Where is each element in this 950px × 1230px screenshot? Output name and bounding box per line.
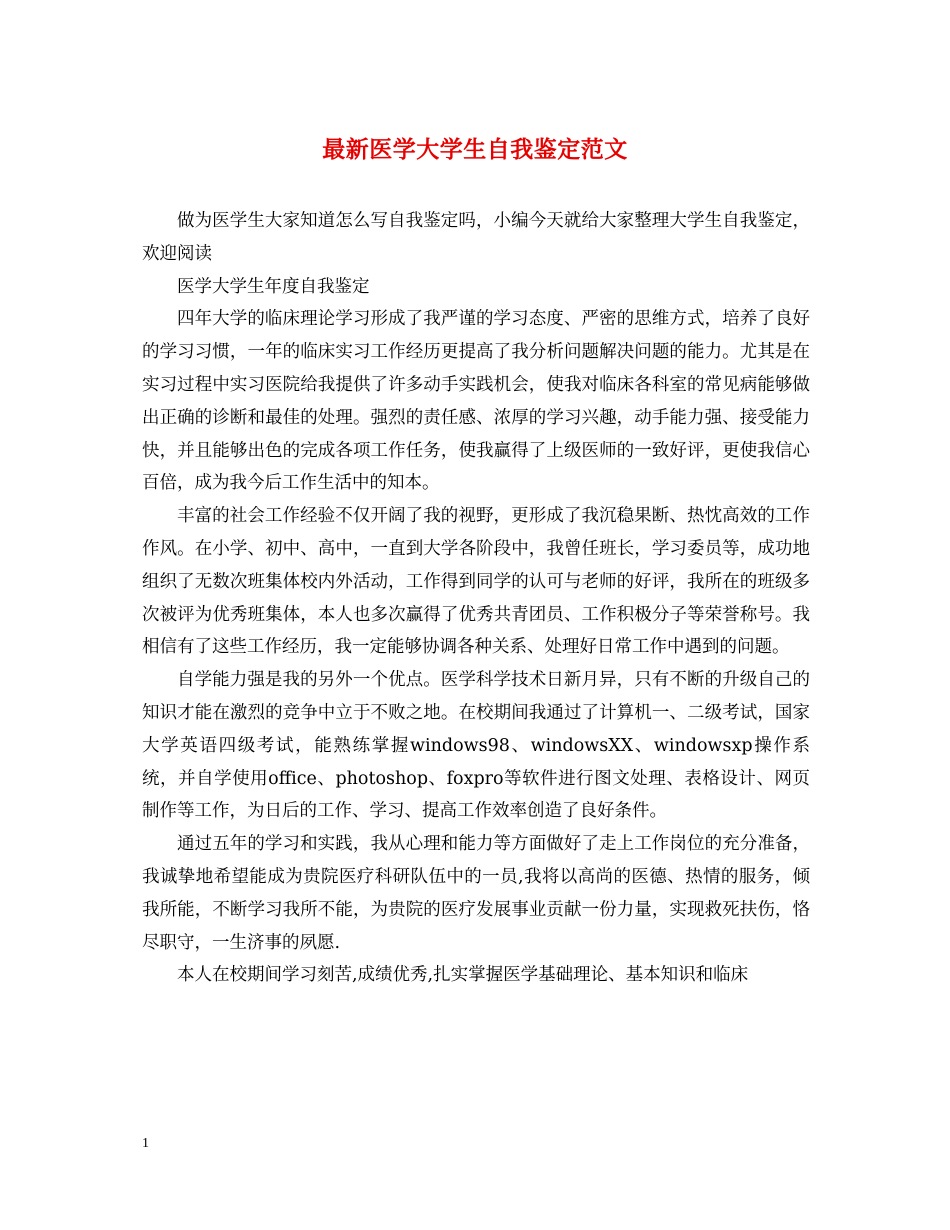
page-number: 1: [142, 1136, 149, 1151]
document-title: 最新医学大学生自我鉴定范文: [322, 136, 628, 163]
body-paragraph: 四年大学的临床理论学习形成了我严谨的学习态度、严密的思维方式，培养了良好的学习习惯，一年的临床实习工作经历更提高了我分析问题解决问题的能力。尤其是在实习过程中实习医院给我提供了许多动手实践机会，使我对临床各科室的常见病能够做出正确的诊断和最佳的处理。强烈的责任感、浓厚的学习兴趣，动手能力强、接受能力快，并且能够出色的完成各项工作任务，使我赢得了上级医师的一致好评，更使我信心百倍，成为我今后工作生活中的知本。: [142, 309, 810, 494]
body-paragraph: 本人在校期间学习刻苦,成绩优秀,扎实掌握医学基础理论、基本知识和临床: [177, 965, 749, 986]
body-paragraph: 通过五年的学习和实践，我从心理和能力等方面做好了走上工作岗位的充分准备，我诚挚地希望能成为贵院医疗科研队伍中的一员,我将以高尚的医德、热情的服务，倾我所能，不断学习我所不能，为贵院的医疗发展事业贡献一份力量，实现救死扶伤，恪尽职守，一生济事的夙愿.: [142, 834, 810, 953]
section-heading: 医学大学生年度自我鉴定: [177, 276, 370, 297]
body-paragraph: 丰富的社会工作经验不仅开阔了我的视野，更形成了我沉稳果断、热忱高效的工作作风。在小学、初中、高中，一直到大学各阶段中，我曾任班长，学习委员等，成功地组织了无数次班集体校内外活动，工作得到同学的认可与老师的好评，我所在的班级多次被评为优秀班集体，本人也多次赢得了优秀共青团员、工作积极分子等荣誉称号。我相信有了这些工作经历，我一定能够协调各种关系、处理好日常工作中遇到的问题。: [142, 506, 810, 658]
body-paragraph: 自学能力强是我的另外一个优点。医学科学技术日新月异，只有不断的升级自己的知识才能在激烈的竞争中立于不败之地。在校期间我通过了计算机一、二级考试，国家大学英语四级考试，能熟练掌握windows98、windowsXX、windowsxp操作系统，并自学使用office、photoshop、foxpro等软件进行图文处理、表格设计、网页制作等工作，为日后的工作、学习、提高工作效率创造了良好条件。: [142, 670, 810, 822]
document-body: [142, 205, 810, 992]
intro-paragraph: 做为医学生大家知道怎么写自我鉴定吗，小编今天就给大家整理大学生自我鉴定，欢迎阅读: [142, 211, 810, 264]
